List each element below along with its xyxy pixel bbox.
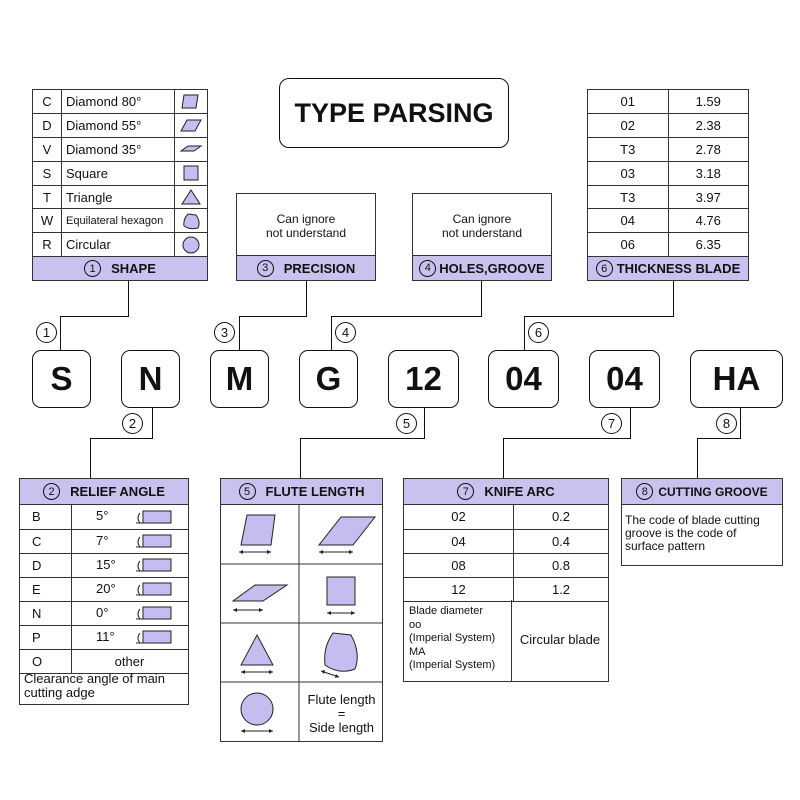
thickness-code: 06 [588, 233, 668, 257]
relief-angle: 7° [96, 532, 109, 548]
thickness-value: 3.97 [668, 185, 748, 209]
thickness-code: 04 [588, 209, 668, 233]
connector-thickness [524, 316, 525, 350]
relief-angle-cell [72, 529, 189, 553]
flute-square-icon [327, 577, 355, 615]
code-relief: N [121, 350, 180, 408]
knife-code: 08 [404, 553, 514, 577]
knife-bottom-left-line: MA [409, 645, 426, 658]
connector-flute [300, 438, 301, 478]
thickness-value: 2.38 [668, 114, 748, 138]
shape-code: W [33, 209, 62, 233]
shape-name: Diamond 35° [62, 138, 175, 162]
shape-row [33, 185, 207, 209]
thickness-value: 4.76 [668, 209, 748, 233]
relief-code: B [20, 505, 72, 529]
connector-knife [503, 438, 631, 439]
relief-angle-icon [134, 629, 174, 644]
shape-code: T [33, 185, 62, 209]
flute-triangle-icon [241, 635, 273, 674]
title-box [279, 78, 509, 148]
shape-row [33, 233, 207, 257]
shape-code: C [33, 90, 62, 114]
knife-table [403, 478, 609, 682]
triangle-icon [175, 185, 208, 209]
knife-code: 02 [404, 505, 514, 529]
relief-angle: 0° [96, 604, 109, 620]
connector-shape [60, 316, 129, 317]
knife-value: 0.4 [514, 529, 609, 553]
shape-num: 1 [84, 260, 101, 277]
flute-diamond-80-icon [239, 515, 275, 554]
relief-row [20, 529, 188, 553]
holes-box [412, 193, 552, 281]
thickness-row [588, 233, 748, 257]
shape-code: S [33, 161, 62, 185]
connector-holes [331, 316, 482, 317]
relief-angle-cell [72, 553, 189, 577]
code-shape: S [32, 350, 91, 408]
thickness-row [588, 161, 748, 185]
connector-groove [697, 438, 698, 478]
relief-angle: 5° [96, 508, 109, 524]
code-holes: G [299, 350, 358, 408]
connector-holes [331, 316, 332, 350]
marker-7: 7 [601, 413, 622, 434]
code-groove: HA [690, 350, 783, 408]
connector-flute [300, 438, 425, 439]
flute-diamond-35-icon [233, 585, 287, 612]
relief-code: E [20, 577, 72, 601]
thickness-code: 02 [588, 114, 668, 138]
code-flute: 12 [388, 350, 459, 408]
square-icon [175, 161, 208, 185]
marker-3: 3 [214, 322, 235, 343]
page-title: TYPE PARSING [294, 97, 494, 128]
relief-angle-icon [134, 581, 174, 596]
holes-header-label: HOLES,GROOVE [439, 260, 545, 276]
shape-name: Diamond 80° [62, 90, 175, 114]
relief-code: P [20, 625, 72, 649]
connector-relief [90, 438, 91, 478]
shape-code: D [33, 114, 62, 138]
knife-bottom-right: Circular blade [519, 632, 601, 647]
relief-angle-icon [134, 605, 174, 620]
precision-note-line2: not understand [265, 226, 347, 240]
thickness-row [588, 138, 748, 162]
groove-header-label: CUTTING GROOVE [658, 484, 768, 499]
flute-circle-icon [241, 693, 273, 733]
precision-note-line1: Can ignore [276, 212, 336, 226]
relief-angle-cell [72, 577, 189, 601]
relief-row [20, 577, 188, 601]
connector-groove [697, 438, 741, 439]
thickness-row [588, 209, 748, 233]
knife-value: 0.2 [514, 505, 609, 529]
flute-note [300, 693, 383, 735]
relief-num: 2 [43, 483, 60, 500]
relief-table [19, 478, 189, 705]
holes-note-line1: Can ignore [452, 212, 512, 226]
thickness-value: 2.78 [668, 138, 748, 162]
thickness-header [588, 256, 748, 280]
precision-header [237, 255, 375, 280]
connector-precision [306, 281, 307, 317]
flute-note-line1: Flute length [307, 692, 376, 707]
connector-groove [740, 408, 741, 439]
holes-note-line2: not understand [441, 226, 523, 240]
thickness-value: 1.59 [668, 90, 748, 114]
relief-angle: other [114, 653, 145, 669]
marker-1: 1 [36, 322, 57, 343]
diamond-35-icon [175, 138, 208, 162]
precision-box [236, 193, 376, 281]
knife-bottom-left-line: (Imperial System) [409, 632, 496, 644]
relief-row [20, 601, 188, 625]
thickness-header-label: THICKNESS BLADE [616, 261, 741, 276]
connector-relief [90, 438, 153, 439]
relief-code: O [20, 649, 72, 673]
holes-header [413, 255, 551, 280]
shape-header-label: SHAPE [111, 261, 156, 276]
relief-angle-icon [134, 533, 174, 548]
knife-row [404, 529, 608, 553]
relief-angle-cell [72, 505, 189, 529]
groove-num: 8 [636, 483, 653, 500]
relief-angle-cell [72, 601, 189, 625]
knife-row [404, 577, 608, 601]
knife-bottom-left [409, 605, 495, 673]
code-thickness: 04 [488, 350, 559, 408]
knife-header [404, 479, 608, 505]
relief-angle: 15° [96, 556, 116, 572]
shape-code: R [33, 233, 62, 257]
relief-angle-icon [134, 508, 174, 523]
connector-shape [128, 281, 129, 317]
shape-row [33, 209, 207, 233]
thickness-code: T3 [588, 185, 668, 209]
shape-name: Square [62, 161, 175, 185]
relief-row [20, 649, 188, 673]
shape-name: Triangle [62, 185, 175, 209]
shape-name: Circular [62, 233, 175, 257]
knife-header-label: KNIFE ARC [484, 484, 555, 499]
relief-row [20, 625, 188, 649]
connector-precision [239, 316, 240, 350]
relief-header-label: RELIEF ANGLE [70, 484, 165, 499]
shape-row [33, 138, 207, 162]
thickness-row [588, 114, 748, 138]
connector-thickness [524, 316, 674, 317]
knife-bottom-left-line: (Imperial System) [409, 659, 496, 671]
precision-header-label: PRECISION [283, 260, 356, 276]
relief-angle-icon [134, 557, 174, 572]
flute-diamond-55-icon [319, 517, 375, 554]
relief-code: N [20, 601, 72, 625]
knife-row [404, 505, 608, 529]
thickness-code: T3 [588, 138, 668, 162]
knife-value: 0.8 [514, 553, 609, 577]
relief-row [20, 553, 188, 577]
code-knife: 04 [589, 350, 660, 408]
relief-row [20, 505, 188, 529]
knife-bottom-left-line: oo [409, 618, 422, 631]
connector-thickness [673, 281, 674, 317]
flute-header [221, 479, 382, 505]
connector-flute [424, 408, 425, 439]
relief-angle: 11° [96, 628, 115, 644]
precision-num: 3 [257, 260, 274, 277]
relief-code: D [20, 553, 72, 577]
diamond-80-icon [175, 90, 208, 114]
groove-box [621, 478, 783, 566]
connector-relief [152, 408, 153, 439]
flute-note-line2: = [337, 706, 346, 721]
flute-table [220, 478, 383, 742]
relief-header [20, 479, 188, 505]
relief-angle-cell [72, 625, 189, 649]
hexagon-icon [175, 209, 208, 233]
flute-header-label: FLUTE LENGTH [265, 484, 365, 499]
shape-code: V [33, 138, 62, 162]
flute-hexagon-icon [321, 633, 357, 678]
thickness-value: 3.18 [668, 161, 748, 185]
holes-num: 4 [419, 260, 436, 277]
thickness-row [588, 90, 748, 114]
marker-4: 4 [335, 322, 356, 343]
connector-holes [481, 281, 482, 317]
flute-num: 5 [239, 483, 256, 500]
relief-angle-cell [72, 649, 189, 673]
shape-row [33, 161, 207, 185]
precision-note [237, 212, 375, 240]
shape-name: Equilateral hexagon [62, 209, 175, 233]
marker-8: 8 [716, 413, 737, 434]
knife-bottom-left-line: Blade diameter [409, 605, 483, 617]
shape-header [33, 256, 207, 280]
relief-code: C [20, 529, 72, 553]
connector-precision [239, 316, 307, 317]
marker-6: 6 [528, 322, 549, 343]
knife-code: 12 [404, 577, 514, 601]
thickness-code: 03 [588, 161, 668, 185]
thickness-value: 6.35 [668, 233, 748, 257]
thickness-table [587, 89, 749, 281]
holes-note [413, 212, 551, 240]
relief-footer: Clearance angle of main cutting adge [24, 671, 165, 700]
knife-value: 1.2 [514, 577, 609, 601]
shape-row [33, 90, 207, 114]
knife-code: 04 [404, 529, 514, 553]
marker-2: 2 [122, 413, 143, 434]
shape-row [33, 114, 207, 138]
connector-shape [60, 316, 61, 350]
knife-row [404, 553, 608, 577]
groove-text: The code of blade cutting groove is the code of surface pattern [625, 513, 760, 553]
groove-header [622, 479, 782, 505]
knife-num: 7 [457, 483, 474, 500]
flute-note-line3: Side length [308, 720, 375, 735]
shape-name: Diamond 55° [62, 114, 175, 138]
connector-knife [503, 438, 504, 478]
relief-angle: 20° [96, 580, 116, 596]
shape-table [32, 89, 208, 281]
circle-icon [175, 233, 208, 257]
thickness-code: 01 [588, 90, 668, 114]
marker-5: 5 [396, 413, 417, 434]
thickness-num: 6 [596, 260, 613, 277]
code-precision: M [210, 350, 269, 408]
thickness-row [588, 185, 748, 209]
diamond-55-icon [175, 114, 208, 138]
connector-knife [630, 408, 631, 439]
